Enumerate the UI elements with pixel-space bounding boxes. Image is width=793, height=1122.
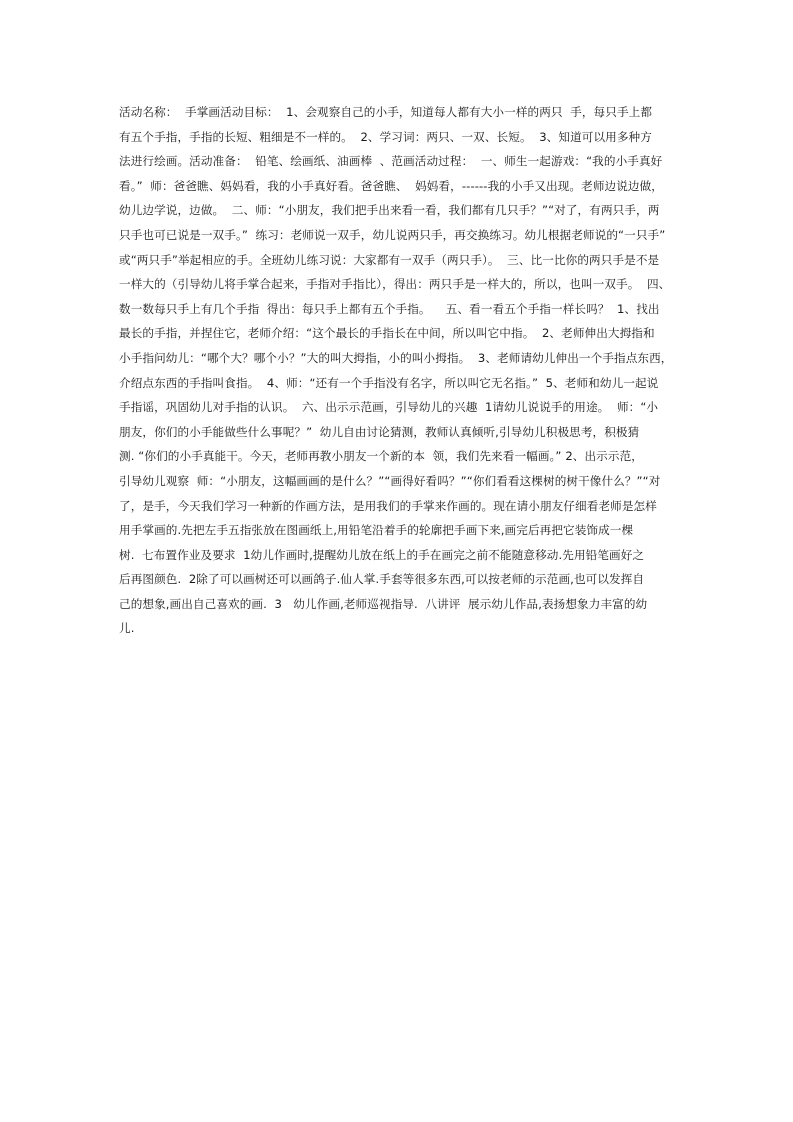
text-line: 树. 七布置作业及要求 1幼儿作画时,提醒幼儿放在纸上的手在画完之前不能随意移动.先用铅笔画好之 bbox=[119, 547, 645, 562]
text-line: 测. “你们的小手真能干。今天，老师再教小朋友一个新的本 领，我们先来看一幅画。” 2、出示示范， bbox=[119, 449, 643, 464]
text-line: 有五个手指，手指的长短、粗细是不一样的。 2、学习词：两只、一双、长短。 3、知道可以用多种方 bbox=[119, 129, 652, 144]
text-line: 小手指问幼儿：“哪个大？哪个小？”大的叫大拇指，小的叫小拇指。 3、老师请幼儿伸出一个手指点东西， bbox=[119, 350, 673, 365]
text-line: 手指谣，巩固幼儿对手指的认识。 六、出示示范画，引导幼儿的兴趣 1请幼儿说说手的用途。 师：“小 bbox=[119, 400, 659, 415]
text-line: 只手也可已说是一双手。” 练习：老师说一双手，幼儿说两只手，再交换练习。幼儿根据老师说的“一只手” bbox=[119, 227, 666, 242]
text-line: 引导幼儿观察 师：“小朋友，这幅画画的是什么？”“画得好看吗？”“你们看看这棵树的树干像什么？”“对 bbox=[119, 473, 661, 488]
text-line: 一样大的（引导幼儿将手掌合起来，手指对手指比），得出：两只手是一样大的，所以，也叫一双手。 四、 bbox=[119, 277, 671, 292]
text-line: 看。” 师：爸爸瞧、妈妈看，我的小手真好看。爸爸瞧、 妈妈看，------我的小手又出现。老师边说边做， bbox=[119, 178, 663, 193]
text-line: 幼儿边学说，边做。 二、师：“小朋友，我们把手出来看一看，我们都有几只手？”“对了，有两只手，两 bbox=[119, 203, 660, 218]
text-line: 用手掌画的.先把左手五指张放在图画纸上,用铅笔沿着手的轮廓把手画下来,画完后再把它装饰成一棵 bbox=[119, 523, 634, 538]
text-line: 或“两只手”举起相应的手。全班幼儿练习说：大家都有一双手（两只手）。 三、比一比你的两只手是不是 bbox=[119, 252, 660, 267]
text-line: 后再图颜色. 2除了可以画树还可以画鸽子.仙人掌.手套等很多东西,可以按老师的示范画,也可以发挥自 bbox=[119, 572, 645, 587]
lesson-plan-text bbox=[119, 100, 679, 641]
text-line: 了，是手，今天我们学习一种新的作画方法，是用我们的手掌来作画的。现在请小朋友仔细看老师是怎样 bbox=[119, 498, 657, 513]
text-line: 最长的手指，并捏住它，老师介绍：“这个最长的手指长在中间，所以叫它中指。 2、老师伸出大拇指和 bbox=[119, 326, 655, 341]
text-line: 朋友，你们的小手能做些什么事呢？” 幼儿自由讨论猜测，教师认真倾听,引导幼儿积极思考，积极猜 bbox=[119, 424, 640, 439]
text-line: 活动名称： 手掌画活动目标： 1、会观察自己的小手，知道每人都有大小一样的两只 手，每只手上都 bbox=[119, 105, 653, 119]
text-line: 儿. bbox=[119, 621, 135, 636]
text-line: 己的想象,画出自己喜欢的画. 3 幼儿作画,老师巡视指导. 八讲评 展示幼儿作品,表扬想象力丰富的幼 bbox=[119, 596, 648, 611]
text-line: 法进行绘画。活动准备： 铅笔、绘画纸、油画棒 、范画活动过程： 一、师生一起游戏：“我的小手真好 bbox=[119, 154, 663, 169]
text-line: 介绍点东西的手指叫食指。 4、师：“还有一个手指没有名字，所以叫它无名指。” 5、老师和幼儿一起说 bbox=[119, 375, 659, 390]
text-line: 数一数每只手上有几个手指 得出：每只手上都有五个手指。 五、看一看五个手指一样长吗？ 1、找出 bbox=[119, 301, 660, 316]
